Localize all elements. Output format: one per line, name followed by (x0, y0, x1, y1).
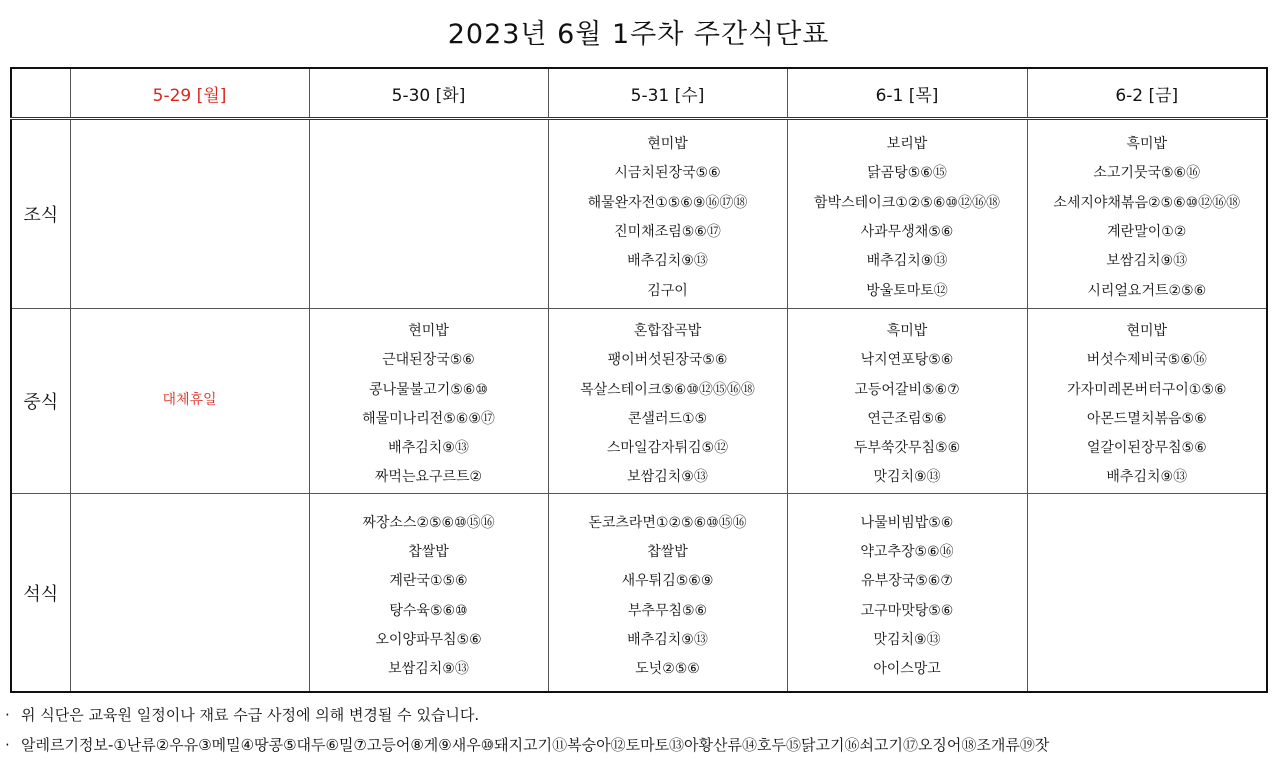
menu-item: 닭곰탕⑤⑥⑮ (867, 165, 947, 182)
menu-cell (548, 493, 787, 692)
notes (5, 700, 1049, 760)
menu-item: 버섯수제비국⑤⑥⑯ (1086, 352, 1207, 369)
menu-cell (1027, 119, 1267, 309)
menu-item: 보리밥 (886, 136, 928, 153)
menu-item: 짜장소스②⑤⑥⑩⑮⑯ (362, 514, 495, 531)
menu-items (549, 501, 787, 685)
menu-item: 해물완자전①⑤⑥⑨⑯⑰⑱ (587, 194, 748, 211)
menu-items (1028, 309, 1267, 493)
dinner-row (11, 493, 1267, 692)
page-title: 2023년 6월 1주차 주간식단표 (447, 19, 830, 50)
menu-item: 현미밥 (1126, 323, 1168, 339)
menu-item: 보쌈김치⑨⑬ (1106, 253, 1188, 270)
menu-cell (309, 309, 548, 494)
menu-item: 얼갈이된장무침⑤⑥ (1086, 440, 1207, 457)
menu-item: 탕수육⑤⑥⑩ (389, 602, 468, 619)
menu-item: 배추김치⑨⑬ (627, 631, 708, 648)
menu-item: 낙지연포탕⑤⑥ (860, 352, 954, 369)
menu-item: 고구마맛탕⑤⑥ (860, 602, 954, 619)
menu-item: 맛김치⑨⑬ (873, 631, 941, 648)
menu-items (71, 210, 309, 218)
menu-item: 오이양파무침⑤⑥ (375, 631, 482, 648)
menu-item: 진미채조림⑤⑥⑰ (614, 224, 721, 240)
menu-item: 목살스테이크⑤⑥⑩⑫⑮⑯⑱ (580, 381, 755, 398)
menu-item: 유부장국⑤⑥⑦ (861, 573, 953, 590)
menu-item: 도넛②⑤⑥ (635, 661, 700, 678)
allergy-info: 알레르기정보-①난류②우유③메밀④땅콩⑤대두⑥밀⑦고등어⑧게⑨새우⑩돼지고기⑪복숭아⑫토마토⑬아황산류⑭호두⑮닭고기⑯쇠고기⑰오징어⑱조개류⑲잣 (21, 736, 1050, 754)
menu-item: 연근조림⑤⑥ (867, 410, 947, 427)
menu-cell (548, 309, 787, 494)
bullet: · (5, 736, 10, 754)
menu-item: 찹쌀밥 (647, 543, 688, 560)
menu-item: 배추김치⑨⑬ (1106, 469, 1188, 486)
menu-item: 스마일감자튀김⑤⑫ (606, 440, 729, 457)
menu-items (549, 309, 787, 493)
menu-items (71, 589, 309, 597)
weekly-menu-table (10, 67, 1268, 693)
menu-cell (309, 119, 548, 309)
menu-item: 약고추장⑤⑥⑯ (860, 543, 954, 560)
menu-item: 배추김치⑨⑬ (388, 440, 469, 457)
menu-item: 보쌈김치⑨⑬ (627, 469, 708, 486)
menu-item: 김구이 (647, 282, 688, 299)
menu-item: 시리얼요거트②⑤⑥ (1087, 282, 1207, 299)
note-text: 위 식단은 교육원 일정이나 재료 수급 사정에 의해 변경될 수 있습니다. (21, 706, 480, 724)
menu-items (1028, 589, 1267, 597)
menu-item: 해물미나리전⑤⑥⑨⑰ (362, 410, 495, 427)
menu-items (788, 501, 1027, 685)
menu-items (310, 210, 548, 218)
menu-cell (1027, 309, 1267, 494)
menu-item: 부추무침⑤⑥ (627, 602, 708, 619)
lunch-row (11, 309, 1267, 494)
menu-item: 혼합잡곡밥 (633, 323, 702, 339)
menu-item: 현미밥 (408, 323, 449, 339)
menu-item: 시금치된장국⑤⑥ (614, 165, 721, 182)
menu-cell (309, 493, 548, 692)
menu-item: 찹쌀밥 (408, 543, 449, 560)
menu-item: 콩나물불고기⑤⑥⑩ (369, 381, 488, 398)
menu-items (1028, 122, 1267, 306)
menu-item: 새우튀김⑤⑥⑨ (621, 573, 714, 590)
menu-items (788, 122, 1027, 306)
menu-item: 배추김치⑨⑬ (866, 253, 948, 270)
menu-item: 현미밥 (647, 136, 688, 153)
day-header: 6-2 [금] (1027, 68, 1267, 119)
menu-item: 아몬드멸치볶음⑤⑥ (1086, 410, 1207, 427)
menu-cell (70, 119, 309, 309)
menu-item: 흑미밥 (886, 323, 928, 339)
menu-item: 가자미레몬버터구이①⑤⑥ (1067, 381, 1227, 398)
menu-item: 함박스테이크①②⑤⑥⑩⑫⑯⑱ (814, 194, 1000, 211)
menu-item: 계란국①⑤⑥ (389, 573, 468, 590)
menu-item: 계란말이①② (1107, 224, 1187, 240)
menu-items (549, 122, 787, 306)
menu-cell (1027, 493, 1267, 692)
meal-label: 석식 (11, 493, 70, 692)
menu-items (788, 309, 1027, 493)
menu-item: 돈코츠라면①②⑤⑥⑩⑮⑯ (588, 514, 747, 531)
corner-cell (11, 68, 70, 119)
menu-item: 아이스망고 (873, 661, 941, 678)
menu-item: 콘샐러드①⑤ (627, 410, 708, 427)
menu-item: 나물비빔밥⑤⑥ (860, 514, 954, 531)
menu-cell (787, 309, 1027, 494)
day-header: 6-1 [목] (787, 68, 1027, 119)
menu-item: 맛김치⑨⑬ (873, 469, 941, 486)
menu-item: 두부쑥갓무침⑤⑥ (853, 440, 961, 457)
day-header: 5-29 [월] (70, 68, 309, 119)
menu-items (310, 309, 548, 493)
menu-item: 흑미밥 (1126, 136, 1168, 153)
menu-item: 짜먹는요구르트② (374, 469, 483, 486)
menu-item: 소세지야채볶음②⑤⑥⑩⑫⑯⑱ (1053, 194, 1241, 211)
menu-item: 사과무생채⑤⑥ (860, 224, 954, 240)
menu-item: 방울토마토⑫ (866, 282, 948, 299)
bullet: · (5, 706, 10, 724)
menu-item: 보쌈김치⑨⑬ (388, 661, 469, 678)
holiday-label: 대체휴일 (70, 309, 309, 494)
menu-cell (548, 119, 787, 309)
day-header: 5-31 [수] (548, 68, 787, 119)
note-line (5, 700, 1049, 730)
menu-item: 팽이버섯된장국⑤⑥ (607, 352, 728, 369)
day-header-row (11, 68, 1267, 119)
menu-item: 근대된장국⑤⑥ (382, 352, 475, 369)
meal-label: 중식 (11, 309, 70, 494)
menu-item: 배추김치⑨⑬ (627, 253, 708, 270)
menu-cell (787, 119, 1027, 309)
menu-cell (70, 493, 309, 692)
meal-label: 조식 (11, 119, 70, 309)
menu-item: 소고기뭇국⑤⑥⑯ (1093, 165, 1201, 182)
note-line (5, 730, 1049, 760)
menu-item: 고등어갈비⑤⑥⑦ (854, 381, 960, 398)
menu-cell (787, 493, 1027, 692)
menu-items (310, 501, 548, 685)
breakfast-row (11, 119, 1267, 309)
day-header: 5-30 [화] (309, 68, 548, 119)
